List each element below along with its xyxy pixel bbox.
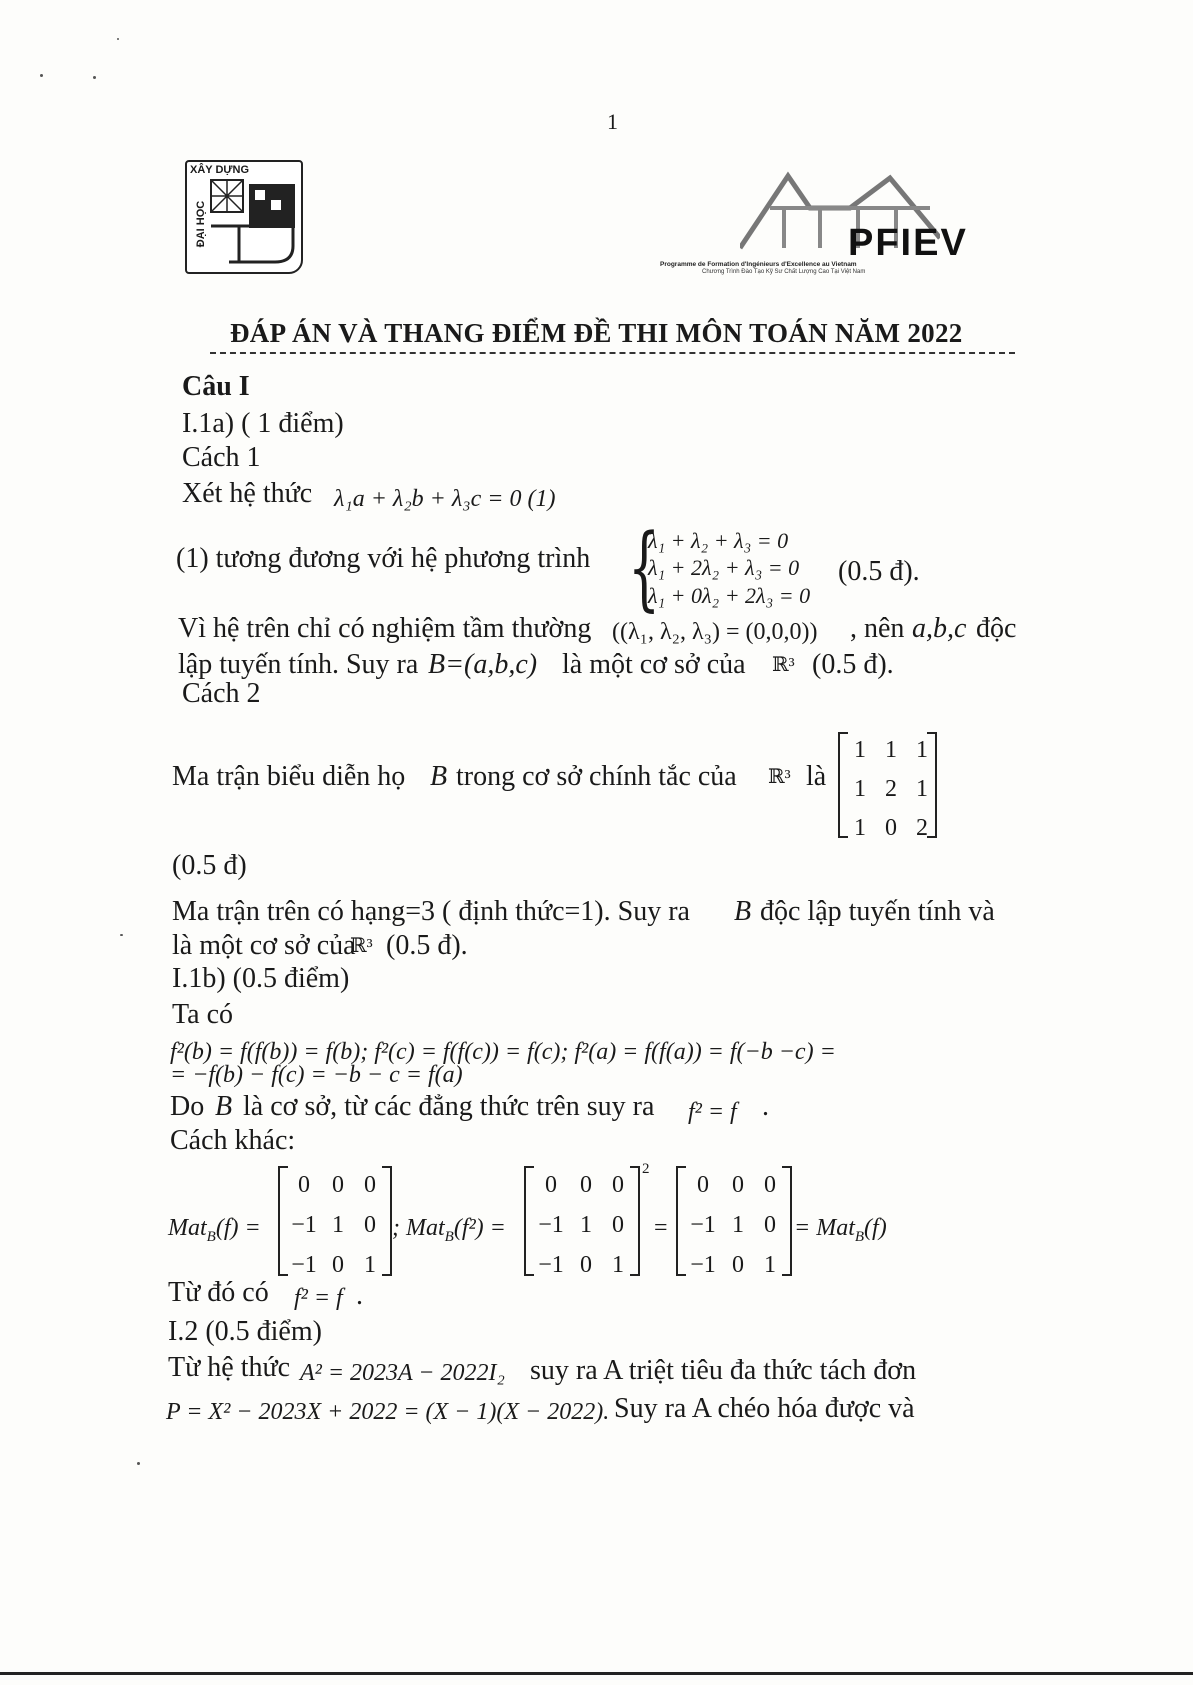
other-way-label: Cách khác: xyxy=(170,1125,296,1156)
conclusion-period: . xyxy=(356,1280,363,1311)
matrix-cell: 1 xyxy=(732,1212,744,1238)
matrix-f-squared-base xyxy=(532,1173,634,1277)
method-2-label: Cách 2 xyxy=(182,678,261,709)
mat-result xyxy=(794,1216,887,1245)
matrix-cell: 0 xyxy=(364,1172,376,1198)
q2-heading: I.2 (0.5 điểm) xyxy=(168,1316,322,1347)
rank-B: B xyxy=(734,896,752,927)
mat-text: = Mat xyxy=(794,1215,855,1241)
q1a-heading: I.1a) ( 1 điểm) xyxy=(182,408,344,439)
matrix-cell: −1 xyxy=(538,1252,564,1278)
matrix-cell: 1 xyxy=(854,776,866,802)
basis-text: là một cơ sở của xyxy=(172,930,356,961)
matrix-cell: 1 xyxy=(764,1252,776,1278)
matrix-equals: = xyxy=(654,1215,668,1241)
q2-line2-equation: P = X² − 2023X + 2022 = (X − 1)(X − 2022). xyxy=(166,1399,610,1425)
q1b-heading: I.1b) (0.5 điểm) xyxy=(172,963,350,994)
consider-equation: λ₁a + λ₂b + λ₃c = 0 (1) xyxy=(334,486,556,512)
matrix-cell: 0 xyxy=(580,1172,592,1198)
composition-equation-2: = −f(b) − f(c) = −b − c = f(a) xyxy=(170,1062,463,1088)
page-number: 1 xyxy=(607,109,618,134)
pfiev-tagline-vietnamese: Chương Trình Đào Tạo Kỹ Sư Chất Lượng Cao Tại Việt Nam xyxy=(702,269,866,275)
system-row-2: λ₁ + 2λ₂ + λ₃ = 0 xyxy=(648,555,800,580)
independence-basis: B=(a,b,c) xyxy=(428,649,538,680)
matrix-cell: 0 xyxy=(545,1172,557,1198)
xay-dung-university-logo xyxy=(185,160,303,274)
matrix-cell: −1 xyxy=(291,1212,317,1238)
conclusion-text: Từ đó có xyxy=(168,1277,269,1308)
matrix-cell: 0 xyxy=(332,1252,344,1278)
matrix-cell: 0 xyxy=(580,1252,592,1278)
independence-text-b: là một cơ sở của xyxy=(562,649,746,680)
matrix-cell: 0 xyxy=(298,1172,310,1198)
conclusion-equation: f² = f xyxy=(294,1285,343,1311)
matrix-cell: −1 xyxy=(291,1252,317,1278)
composition-equation-1: f²(b) = f(f(b)) = f(b); f²(c) = f(f(c)) = f(c); f²(a) = f(f(a)) = f(−b −c) = xyxy=(170,1039,836,1065)
trivial-solution-equation: ((λ₁, λ₂, λ₃) = (0,0,0)) xyxy=(612,619,818,645)
scan-speck xyxy=(120,934,123,936)
matrix-cell: −1 xyxy=(690,1212,716,1238)
trivial-solution-doc: độc xyxy=(976,613,1017,644)
scan-speck xyxy=(137,1462,140,1465)
logo-text-top: XÂY DỰNG xyxy=(190,164,250,176)
trivial-solution-comma: , nên xyxy=(850,613,905,644)
matrix-cell: 0 xyxy=(612,1212,624,1238)
matrix-cell: 0 xyxy=(697,1172,709,1198)
matrix-line-text: Ma trận biểu diễn họ xyxy=(172,761,406,792)
matrix-cell: 2 xyxy=(916,815,928,841)
since-text: Do xyxy=(170,1091,205,1122)
document-title: ĐÁP ÁN VÀ THANG ĐIỂM ĐỀ THI MÔN TOÁN NĂM 2022 xyxy=(230,318,963,348)
trivial-solution-text: Vì hệ trên chỉ có nghiệm tầm thường xyxy=(178,613,592,644)
mat-arg: (f) xyxy=(864,1215,887,1241)
matrix-line-text-b: trong cơ sở chính tắc của xyxy=(456,761,737,792)
system-brace: { xyxy=(628,514,661,621)
matrix-cell: 0 xyxy=(764,1212,776,1238)
basis-matrix xyxy=(846,738,936,840)
matrix-cell: 1 xyxy=(854,815,866,841)
since-text-b: là cơ sở, từ các đẳng thức trên suy ra xyxy=(243,1091,655,1122)
matrix-cell: 0 xyxy=(732,1172,744,1198)
matrix-cell: 1 xyxy=(332,1212,344,1238)
mat-text: Mat xyxy=(168,1215,207,1241)
since-period: . xyxy=(762,1091,769,1122)
system-row-1: λ₁ + λ₂ + λ₃ = 0 xyxy=(648,528,789,553)
logo-text-side: ĐẠI HỌC xyxy=(195,200,207,248)
q2-line1-equation: A² = 2023A − 2022I₂ xyxy=(300,1360,505,1386)
matrix-cell: 1 xyxy=(580,1212,592,1238)
method-1-label: Cách 1 xyxy=(182,442,261,473)
matrix-f xyxy=(286,1173,386,1277)
equivalence-text: (1) tương đương với hệ phương trình xyxy=(176,543,591,574)
scan-speck xyxy=(40,74,43,77)
title-divider xyxy=(210,352,1015,354)
q2-line1-text-b: suy ra A triệt tiêu đa thức tách đơn xyxy=(530,1355,917,1386)
matrix-cell: 1 xyxy=(916,737,928,763)
mat-arg: (f²) = xyxy=(453,1215,506,1241)
system-row-3: λ₁ + 0λ₂ + 2λ₃ = 0 xyxy=(648,583,811,608)
matrix-cell: 1 xyxy=(364,1252,376,1278)
consider-prefix: Xét hệ thức xyxy=(182,478,313,509)
matrix-cell: 2 xyxy=(885,776,897,802)
matrix-cell: −1 xyxy=(690,1252,716,1278)
scan-speck xyxy=(117,38,119,40)
mat-subscript: B xyxy=(854,1228,865,1245)
matrix-cell: 0 xyxy=(732,1252,744,1278)
matrix-cell: 0 xyxy=(364,1212,376,1238)
matrix-cell: 1 xyxy=(885,737,897,763)
q2-line2-text: Suy ra A chéo hóa được và xyxy=(614,1393,915,1424)
scan-speck xyxy=(93,76,96,79)
q2-line1-text: Từ hệ thức xyxy=(168,1352,291,1383)
mat-subscript: B xyxy=(206,1228,216,1245)
logo-emblem-icon xyxy=(209,178,297,266)
pfiev-tagline-french: Programme de Formation d'Ingénieurs d'Excellence au Vietnam xyxy=(660,261,857,268)
trivial-solution-abc: a,b,c xyxy=(912,613,967,644)
basis-points: (0.5 đ). xyxy=(386,930,468,961)
since-equation: f² = f xyxy=(688,1099,737,1125)
pfiev-brand: PFIEV xyxy=(848,222,968,264)
section-heading: Câu I xyxy=(182,371,250,402)
matrix-line-la: là xyxy=(806,761,827,792)
matrix-exponent: 2 xyxy=(642,1161,650,1177)
matrix-cell: 0 xyxy=(764,1172,776,1198)
mat-subscript: B xyxy=(444,1228,454,1245)
since-B: B xyxy=(215,1091,233,1122)
independence-r3: ℝ³ xyxy=(772,654,795,676)
matrix-points: (0.5 đ) xyxy=(172,850,247,881)
mat-label-2 xyxy=(392,1216,506,1245)
pfiev-logo xyxy=(660,168,1008,280)
basis-r3: ℝ³ xyxy=(350,935,373,957)
matrix-cell: 1 xyxy=(916,776,928,802)
matrix-line-r3: ℝ³ xyxy=(768,766,791,788)
matrix-cell: 0 xyxy=(612,1172,624,1198)
scan-bottom-edge xyxy=(0,1672,1193,1675)
mat-label-1 xyxy=(168,1216,261,1245)
matrix-cell: 1 xyxy=(854,737,866,763)
matrix-cell: 0 xyxy=(332,1172,344,1198)
matrix-line-B: B xyxy=(430,761,448,792)
rank-text: Ma trận trên có hạng=3 ( định thức=1). Suy ra xyxy=(172,896,690,927)
mat-text: ; Mat xyxy=(392,1215,445,1241)
matrix-cell: −1 xyxy=(538,1212,564,1238)
system-points: (0.5 đ). xyxy=(838,556,920,587)
matrix-result xyxy=(684,1173,786,1277)
mat-arg: (f) = xyxy=(215,1215,261,1241)
we-have-text: Ta có xyxy=(172,999,234,1030)
matrix-cell: 0 xyxy=(885,815,897,841)
independence-text: lập tuyến tính. Suy ra xyxy=(178,649,419,680)
matrix-cell: 1 xyxy=(612,1252,624,1278)
rank-text-b: độc lập tuyến tính và xyxy=(760,896,995,927)
independence-points: (0.5 đ). xyxy=(812,649,894,680)
